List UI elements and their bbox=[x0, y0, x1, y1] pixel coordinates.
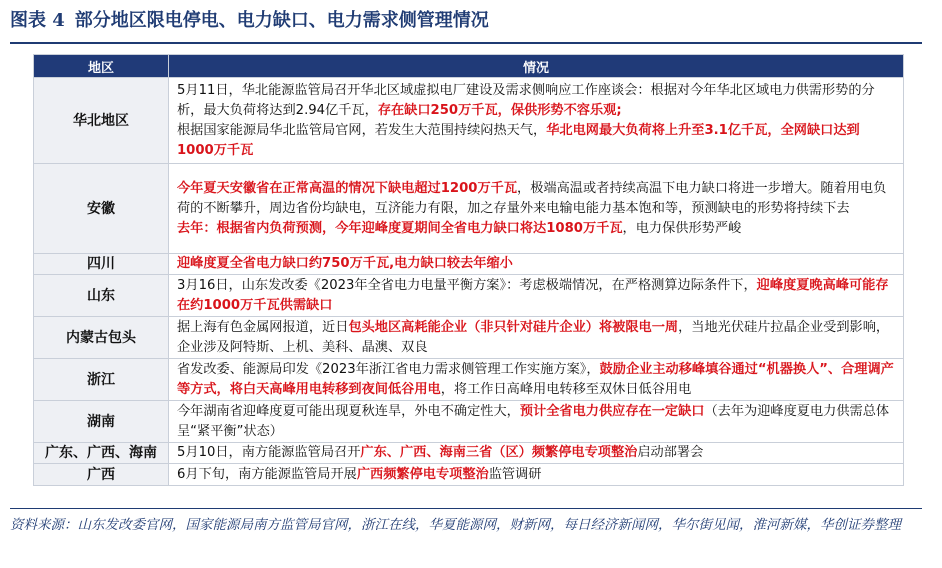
table-row bbox=[34, 464, 904, 486]
region-cell: 广东、广西、海南 bbox=[34, 443, 169, 464]
body-text: 据上海有色金属网报道，近日 bbox=[177, 319, 349, 335]
highlight-text: 广西频繁停电专项整治 bbox=[356, 466, 489, 482]
body-text: 监管调研 bbox=[488, 466, 542, 482]
body-text: ，极端高温或者持续高温下电力缺口将进一步增大。随着用电负荷的不断攀升，周边省份均缺电，互济能力有限，加之存量外来电输电能力基本饱和等，预测缺电的形势将持续下去 bbox=[177, 180, 887, 216]
highlight-text: 迎峰度夏晚高峰可能存在约1000万千瓦供需缺口 bbox=[177, 277, 889, 313]
table-row bbox=[34, 359, 904, 401]
table-row bbox=[34, 164, 904, 254]
situation-cell bbox=[169, 254, 904, 275]
body-text: 5月11日，华北能源监管局召开华北区域虚拟电厂建设及需求侧响应工作座谈会：根据对今年华北区域电力供需形势的分析，最大负荷将达到2.94亿千瓦， bbox=[177, 82, 875, 118]
header-region: 地区 bbox=[34, 55, 169, 78]
body-text: ，将工作日高峰用电转移至双休日低谷用电 bbox=[440, 381, 692, 397]
body-text: ，当地光伏硅片拉晶企业受到影响，企业涉及阿特斯、上机、美科、晶澳、双良 bbox=[177, 319, 890, 355]
figure-title-text: 部分地区限电停电、电力缺口、电力需求侧管理情况 bbox=[74, 10, 489, 31]
highlight-text: 华北电网最大负荷将上升至3.1亿千瓦，全网缺口达到1000万千瓦 bbox=[177, 122, 860, 158]
title-rule bbox=[10, 42, 922, 44]
body-text: ，电力保供形势严峻 bbox=[622, 220, 742, 236]
body-text: 根据国家能源局华北监管局官网，若发生大范围持续闷热天气， bbox=[177, 122, 547, 138]
highlight-text: 广东、广西、海南三省（区）频繁停电专项整治 bbox=[360, 445, 638, 460]
region-cell: 山东 bbox=[34, 275, 169, 317]
situation-cell bbox=[169, 78, 904, 164]
region-cell: 内蒙古包头 bbox=[34, 317, 169, 359]
region-table bbox=[33, 54, 904, 486]
body-text: （去年为迎峰度夏电力供需总体呈“紧平衡”状态） bbox=[177, 403, 890, 439]
region-cell: 浙江 bbox=[34, 359, 169, 401]
table-row bbox=[34, 78, 904, 164]
table-header-row bbox=[34, 55, 904, 78]
body-text: 省发改委、能源局印发《2023年浙江省电力需求侧管理工作实施方案》， bbox=[177, 361, 600, 377]
table-row bbox=[34, 401, 904, 443]
body-text: 今年湖南省迎峰度夏可能出现夏秋连旱，外电不确定性大， bbox=[177, 403, 520, 419]
header-situation: 情况 bbox=[169, 55, 904, 78]
situation-cell bbox=[169, 464, 904, 486]
table-row bbox=[34, 275, 904, 317]
situation-cell bbox=[169, 443, 904, 464]
body-text: 3月16日，山东发改委《2023年全省电力电量平衡方案》：考虑极端情况，在严格测算边际条件下， bbox=[177, 277, 757, 293]
figure-title bbox=[10, 6, 489, 36]
highlight-text: 鼓励企业主动移峰填谷通过“机器换人”、合理调产等方式，将白天高峰用电转移到夜间低谷用电 bbox=[177, 361, 894, 397]
region-cell: 广西 bbox=[34, 464, 169, 486]
source-rule bbox=[10, 508, 922, 509]
situation-cell bbox=[169, 275, 904, 317]
table-row bbox=[34, 317, 904, 359]
situation-cell bbox=[169, 401, 904, 443]
body-text: 6月下旬，南方能源监管局开展 bbox=[177, 466, 357, 482]
highlight-text: 今年夏天安徽省在正常高温的情况下缺电超过1200万千瓦 bbox=[177, 180, 518, 196]
highlight-text: 预计全省电力供应存在一定缺口 bbox=[519, 403, 705, 419]
highlight-text: 包头地区高耗能企业（非只针对硅片企业）将被限电一周 bbox=[348, 319, 679, 335]
highlight-text: 迎峰度夏全省电力缺口约750万千瓦,电力缺口较去年缩小 bbox=[177, 256, 513, 271]
situation-cell bbox=[169, 164, 904, 254]
table-body bbox=[34, 78, 904, 486]
region-cell: 安徽 bbox=[34, 164, 169, 254]
highlight-text: 存在缺口250万千瓦，保供形势不容乐观; bbox=[377, 102, 622, 118]
region-cell: 四川 bbox=[34, 254, 169, 275]
body-text: 5月10日，南方能源监管局召开 bbox=[177, 445, 361, 460]
figure-label: 图表 4 bbox=[10, 10, 65, 31]
table-row bbox=[34, 254, 904, 275]
source-note: 资料来源：山东发改委官网，国家能源局南方监管局官网，浙江在线，华夏能源网，财新网，每日经济新闻网，华尔街见闻，淮河新媒，华创证券整理 bbox=[10, 517, 901, 533]
situation-cell bbox=[169, 317, 904, 359]
region-cell: 华北地区 bbox=[34, 78, 169, 164]
region-cell: 湖南 bbox=[34, 401, 169, 443]
highlight-text: 去年：根据省内负荷预测，今年迎峰度夏期间全省电力缺口将达1080万千瓦 bbox=[177, 220, 623, 236]
body-text: 启动部署会 bbox=[637, 445, 704, 460]
table-row bbox=[34, 443, 904, 464]
situation-cell bbox=[169, 359, 904, 401]
